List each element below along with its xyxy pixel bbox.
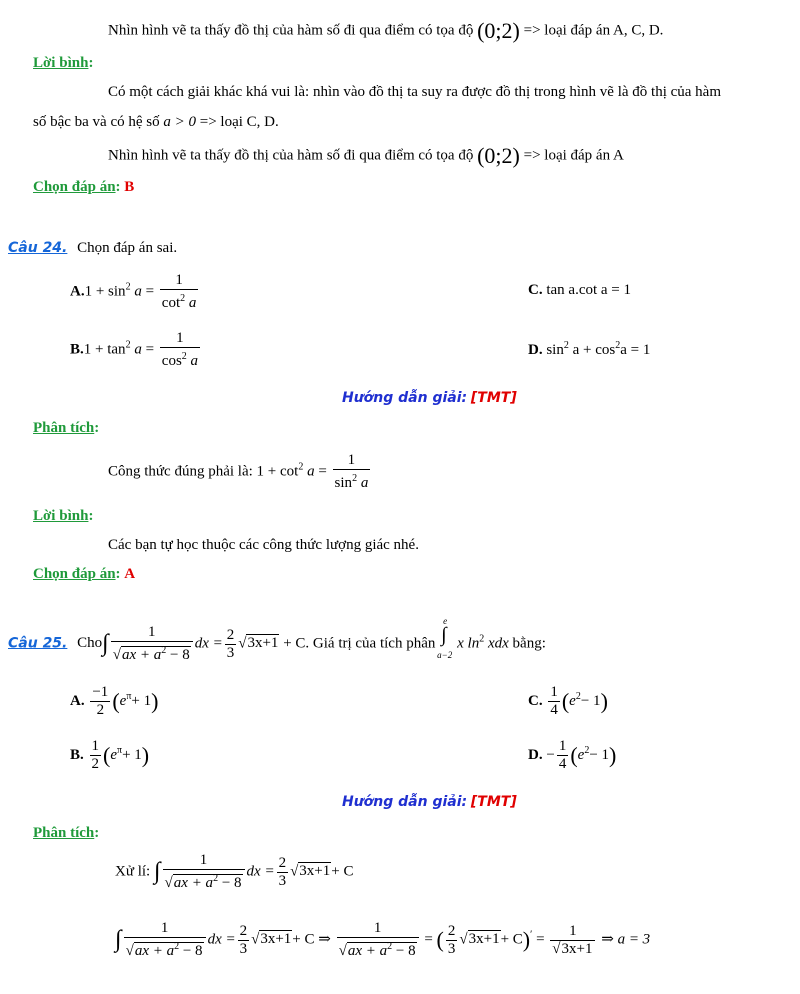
comment-heading: Lời bình: [33, 55, 94, 71]
comment-para2: Nhìn hình vẽ ta thấy đồ thị của hàm số đi qua điểm có tọa độ (0;2) => loại đáp án A [108, 143, 624, 168]
q25-option-c: C. $\frac{1}{4}$ $(e^2- 1)$ [528, 684, 608, 718]
question-25: Câu 25. Cho∫ $\frac{1}{√ax + a^2 - 8}$ dx = $\frac{2}{3}$ √3x+1 + C. Giá trị của tích phân e ∫ a−2 x $\ln^2$ xdx bằng: [8, 616, 546, 663]
point-coord: (0;2) [477, 18, 520, 43]
q24-option-a: $A.1 + \sin^2 a$ = $\frac{1}{\cot^2 a}$ [70, 272, 197, 311]
q24-analysis-formula: Công thức đúng phải là: $1 + \cot^2 a$ = $\frac{1}{\sin^2 a}$ [108, 452, 369, 491]
q25-option-a: A. $\frac{-1}{2}$ $(e^\pi+ 1)$ [70, 684, 159, 718]
q24-guide-heading: Hướng dẫn giải: [TMT] [342, 390, 517, 406]
q25-analysis-heading: Phân tích: [33, 825, 100, 841]
q25-option-d: D. − $\frac{1}{4}$ $(e^2- 1)$ [528, 738, 617, 772]
answer-line-1: Chọn đáp án: B [33, 179, 135, 195]
q24-option-d: D. $\sin^2 a + \cos^2a = 1$ [528, 340, 651, 358]
question-24: Câu 24. Chọn đáp án sai. [8, 240, 178, 256]
q25-option-b: B. $\frac{1}{2}$ $(e^\pi+ 1)$ [70, 738, 150, 772]
q24-comment-heading: Lời bình: [33, 508, 94, 524]
integral-sign: ∫ [102, 630, 109, 657]
q25-guide-heading: Hướng dẫn giải: [TMT] [342, 794, 517, 810]
integral-sign-2: ∫ [441, 624, 447, 646]
definite-integral: e ∫ a−2 [437, 616, 453, 660]
comment-para1b: số bậc ba và có hệ số a > 0 => loại C, D. [33, 114, 279, 130]
intro-line: Nhìn hình vẽ ta thấy đồ thị của hàm số đi qua điểm có tọa độ (0;2) => loại đáp án A, C, D. [108, 18, 664, 43]
q25-derivation-line: ∫ $\frac{1}{√ax + a^2 - 8}$ dx = $\frac{2}{3}$ √3x+1+ C ⇒ $\frac{1}{√ax + a^2 - 8}$ = ( $\frac{2}{3}$ √3x+1+ C)′ = $\frac{1}{√3x+1}$ ⇒ a = 3 [115, 920, 651, 959]
q24-answer-line: Chọn đáp án: A [33, 566, 136, 582]
q24-comment-text: Các bạn tự học thuộc các công thức lượng giác nhé. [108, 537, 419, 553]
q24-option-c: C. tan a.cot a = 1 [528, 282, 632, 298]
comment-para1: Có một cách giải khác khá vui là: nhìn vào đồ thị ta suy ra được đồ thị trong hình vẽ là đồ thị của hàm [108, 84, 722, 100]
q24-analysis-heading: Phân tích: [33, 420, 100, 436]
integral-sign-3: ∫ [153, 858, 161, 885]
q25-xuli-line: Xử lí: ∫ $\frac{1}{√ax + a^2 - 8}$ dx = $\frac{2}{3}$ √3x+1+ C [115, 852, 354, 891]
integral-sign-4: ∫ [115, 926, 122, 953]
q24-option-b: $B.1 + \tan^2 a$ = $\frac{1}{\cos^2 a}$ [70, 330, 199, 369]
